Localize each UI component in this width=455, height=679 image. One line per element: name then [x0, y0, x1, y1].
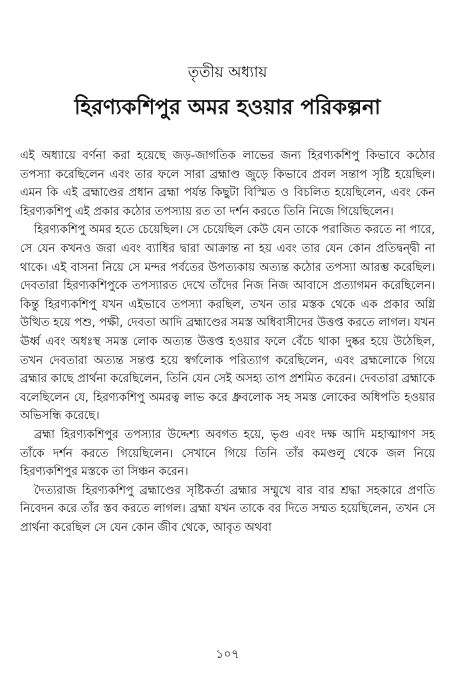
chapter-heading: তৃতীয় অধ্যায়	[187, 63, 268, 81]
paragraph: এই অধ্যায়ে বর্ণনা করা হয়েছে জড়-জাগতিক লাভের জন্য হিরণ্যকশিপু কিভাবে কঠোর তপস্যা করেছিলেন এবং তার ফলে সারা ব্রহ্মাণ্ড জুড়ে কিভাবে প্রবল সন্তাপ সৃষ্টি হয়েছিল। এমন কি এই ব্রহ্মাণ্ডের প্রধান ব্রহ্মা পর্যন্ত কিছুটা বিস্মিত ও বিচলিত হয়েছিলেন, এবং কেন হিরণ্যকশিপু এই প্রকার কঠোর তপস্যায় রত তা দর্শন করতে তিনি নিজে গিয়েছিলেন।	[20, 148, 435, 218]
paragraph: দৈত্যরাজ হিরণ্যকশিপু ব্রহ্মাণ্ডের সৃষ্টিকর্তা ব্রহ্মার সম্মুখে বার বার শ্রদ্ধা সহকারে প্রণতি নিবেদন করে তাঁর স্তব করতে লাগল। ব্রহ্মা যখন তাকে বর দিতে সম্মত হয়েছিলেন, তখন সে প্রার্থনা করেছিল সে যেন কোন জীব থেকে, আবৃত অথবা	[20, 482, 435, 534]
page-number: ১০৭	[215, 647, 240, 661]
paragraph: ব্রহ্মা হিরণ্যকশিপুর তপস্যার উদ্দেশ্য অবগত হয়ে, ভৃগু এবং দক্ষ আদি মহাত্মাগণ সহ তাঁকে দর্শন করতে গিয়েছিলেন। সেখানে গিয়ে তিনি তাঁর কমণ্ডলু থেকে জল নিয়ে হিরণ্যকশিপুর মস্তকে তা সিঞ্চন করেন।	[20, 426, 435, 479]
paragraph: হিরণ্যকশিপু অমর হতে চেয়েছিল। সে চেয়েছিল কেউ যেন তাকে পরাজিত করতে না পারে, সে যেন কখনও জরা এবং ব্যাধির দ্বারা আক্রান্ত না হয় এবং তার যেন কোন প্রতিদ্বন্দ্বী না থাকে। এই বাসনা নিয়ে সে মন্দর পর্বতের উপত্যকায় অত্যন্ত কঠোর তপস্যা আরম্ভ করেছিল। দেবতারা হিরণ্যকশিপুকে তপস্যারত দেখে তাঁদের নিজ নিজ আবাসে প্রত্যাগমন করেছিলেন। কিন্তু হিরণ্যকশিপু যখন এইভাবে তপস্যা করছিল, তখন তার মস্তক থেকে এক প্রকার অগ্নি উত্থিত হয়ে পশু, পক্ষী, দেবতা আদি ব্রহ্মাণ্ডের সমস্ত অধিবাসীদের উত্তপ্ত করতে লাগল। যখন ঊর্ধ্ব এবং অধঃস্থ সমস্ত লোক অত্যন্ত উত্তপ্ত হওয়ার ফলে বেঁচে থাকা দুষ্কর হয়ে উঠেছিল, তখন দেবতারা অত্যন্ত সন্তপ্ত হয়ে স্বর্গলোক পরিত্যাগ করেছিলেন, এবং ব্রহ্মলোকে গিয়ে ব্রহ্মার কাছে প্রার্থনা করেছিলেন, তিনি যেন সেই অসহ্য তাপ প্রশমিত করেন। দেবতারা ব্রহ্মাকে বলেছিলেন যে, হিরণ্যকশিপু অমরত্ব লাভ করে ধ্রুবলোক সহ সমস্ত লোকের অধিপতি হওয়ার অভিসন্ধি করেছে।	[20, 222, 435, 423]
body-text	[20, 146, 435, 536]
chapter-title: হিরণ্যকশিপুর অমর হওয়ার পরিকল্পনা	[74, 95, 381, 119]
